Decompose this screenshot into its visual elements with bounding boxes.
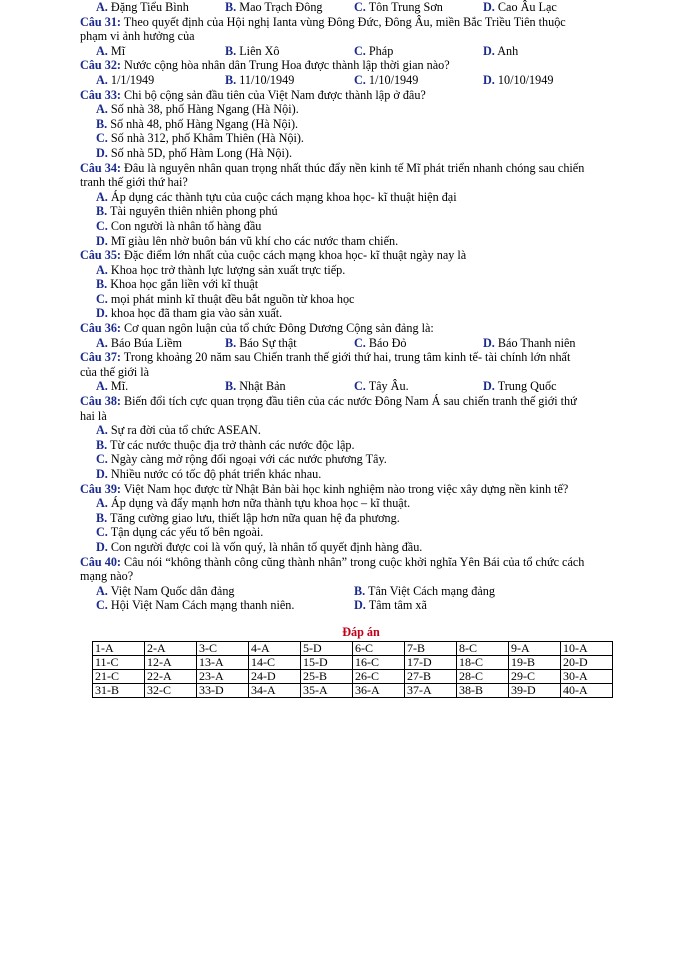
question-options-row-1 xyxy=(80,584,626,599)
answer-key-cell: 4-A xyxy=(249,641,301,655)
question-options xyxy=(80,336,626,351)
option-c: C. Tôn Trung Sơn xyxy=(354,0,443,14)
option-c: C. Hội Việt Nam Cách mạng thanh niên. xyxy=(96,598,295,613)
exam-document xyxy=(80,0,626,698)
answer-key-cell: 21-C xyxy=(93,669,145,683)
answer-key-cell: 12-A xyxy=(145,655,197,669)
question-34 xyxy=(80,161,626,249)
answer-key-cell: 2-A xyxy=(145,641,197,655)
question-text-cont: tranh thế giới thứ hai? xyxy=(80,175,188,190)
option-d: D. Tâm tâm xã xyxy=(354,598,427,613)
question-text-cont: của thế giới là xyxy=(80,364,150,379)
answer-key-row xyxy=(93,655,613,669)
option-b: B. Mao Trạch Đông xyxy=(225,0,323,14)
answer-key-cell: 10-A xyxy=(561,641,613,655)
question-35 xyxy=(80,248,626,321)
option-c: C. Tận dụng các yếu tố bên ngoài. xyxy=(96,525,264,540)
answer-key-body xyxy=(93,641,613,697)
option-b: B. Tân Việt Cách mạng đảng xyxy=(354,583,495,598)
answer-key-cell: 35-A xyxy=(301,683,353,697)
answer-key-cell: 8-C xyxy=(457,641,509,655)
option-d: D. 10/10/1949 xyxy=(483,72,554,87)
answer-key-cell: 6-C xyxy=(353,641,405,655)
option-d: D. Nhiều nước có tốc độ phát triển khác nhau. xyxy=(96,467,322,481)
question-text: Câu 37: Trong khoảng 20 năm sau Chiến tranh thế giới thứ hai, trung tâm kinh tế- tài chính lớn nhất xyxy=(80,350,571,365)
question-31 xyxy=(80,15,626,59)
answer-key-cell: 34-A xyxy=(249,683,301,697)
question-40 xyxy=(80,555,626,613)
option-d: D. Mĩ giàu lên nhờ buôn bán vũ khí cho các nước tham chiến. xyxy=(96,233,399,248)
answer-key-cell: 37-A xyxy=(405,683,457,697)
answer-key-cell: 9-A xyxy=(509,641,561,655)
answer-key-cell: 28-C xyxy=(457,669,509,683)
option-d: D. khoa học đã tham gia vào sản xuất. xyxy=(96,306,283,321)
question-text: Câu 33: Chi bộ cộng sản đầu tiên của Việt Nam được thành lập ở đâu? xyxy=(80,87,426,102)
question-text: Câu 38: Biến đổi tích cực quan trọng đầu tiên của các nước Đông Nam Á sau chiến tranh thế giới thứ xyxy=(80,394,577,409)
question-text: Câu 39: Việt Nam học được từ Nhật Bản bài học kinh nghiệm nào trong việc xây dựng nền kinh tế? xyxy=(80,481,569,496)
question-options xyxy=(80,379,626,394)
answer-key-cell: 24-D xyxy=(249,669,301,683)
question-37 xyxy=(80,350,626,394)
q30-options xyxy=(96,0,626,15)
option-c: C. 1/10/1949 xyxy=(354,72,419,87)
answer-key-cell: 40-A xyxy=(561,683,613,697)
answer-key-cell: 11-C xyxy=(93,655,145,669)
answer-key-row xyxy=(93,669,613,683)
option-a: A. 1/1/1949 xyxy=(96,72,155,87)
question-text: Câu 35: Đặc điểm lớn nhất của cuộc cách mạng khoa học- kĩ thuật ngày nay là xyxy=(80,248,467,263)
answer-key-cell: 31-B xyxy=(93,683,145,697)
option-c: C. Ngày càng mở rộng đối ngoại với các nước phương Tây. xyxy=(96,452,387,467)
question-32 xyxy=(80,58,626,87)
option-c: C. Báo Đỏ xyxy=(354,335,407,350)
option-d: D. Báo Thanh niên xyxy=(483,335,576,350)
option-a: A. Báo Búa Liềm xyxy=(96,335,182,350)
question-options xyxy=(80,44,626,59)
option-b: B. Nhật Bản xyxy=(225,379,286,394)
answer-key-cell: 22-A xyxy=(145,669,197,683)
answer-key-cell: 25-B xyxy=(301,669,353,683)
option-b: B. Báo Sự thật xyxy=(225,335,297,350)
option-c: C. mọi phát minh kĩ thuật đều bắt nguồn từ khoa học xyxy=(96,291,355,306)
answer-key-cell: 20-D xyxy=(561,655,613,669)
question-33 xyxy=(80,88,626,161)
question-text: Câu 32: Nước cộng hòa nhân dân Trung Hoa được thành lập thời gian nào? xyxy=(80,58,450,73)
option-d: D. Con người được coi là vốn quý, là nhân tố quyết định hàng đầu. xyxy=(96,539,423,554)
answer-key-cell: 18-C xyxy=(457,655,509,669)
option-d: D. Anh xyxy=(483,43,519,58)
option-a: A. Áp dụng các thành tựu của cuộc cách mạng khoa học- kĩ thuật hiện đại xyxy=(96,189,457,204)
answer-key-cell: 26-C xyxy=(353,669,405,683)
answer-key-cell: 7-B xyxy=(405,641,457,655)
option-c: C. Con người là nhân tố hàng đầu xyxy=(96,218,262,233)
question-text: Câu 40: Câu nói “không thành công cũng thành nhân” trong cuộc khởi nghĩa Yên Bái của tổ chức cách xyxy=(80,554,585,569)
option-b: B. Tăng cường giao lưu, thiết lập hơn nữa quan hệ đa phương. xyxy=(96,510,400,525)
option-d: D. Số nhà 5D, phố Hàm Long (Hà Nội). xyxy=(96,145,292,160)
answer-key-cell: 17-D xyxy=(405,655,457,669)
option-b: B. Tài nguyên thiên nhiên phong phú xyxy=(96,204,278,219)
question-text: Câu 36: Cơ quan ngôn luận của tổ chức Đông Dương Cộng sản đảng là: xyxy=(80,321,434,336)
option-a: A. Sự ra đời của tổ chức ASEAN. xyxy=(96,423,261,438)
option-a: A. Mĩ xyxy=(96,43,126,58)
option-b: B. Khoa học gắn liền với kĩ thuật xyxy=(96,277,259,292)
answer-key-cell: 3-C xyxy=(197,641,249,655)
answer-key-cell: 13-A xyxy=(197,655,249,669)
answer-key-title: Đáp án xyxy=(342,624,380,639)
option-a: A. Khoa học trở thành lực lượng sản xuất trực tiếp. xyxy=(96,262,346,277)
answer-key-cell: 16-C xyxy=(353,655,405,669)
answer-key-cell: 5-D xyxy=(301,641,353,655)
option-a: A. Áp dụng và đẩy mạnh hơn nữa thành tựu khoa học – kĩ thuật. xyxy=(96,496,411,511)
answer-key-cell: 33-D xyxy=(197,683,249,697)
option-b: B. Từ các nước thuộc địa trở thành các nước độc lập. xyxy=(96,437,355,452)
answer-key-cell: 32-C xyxy=(145,683,197,697)
answer-key-table xyxy=(92,641,613,698)
option-b: B. Số nhà 48, phố Hàng Ngang (Hà Nội). xyxy=(96,116,299,131)
answer-key-cell: 29-C xyxy=(509,669,561,683)
answer-key-cell: 19-B xyxy=(509,655,561,669)
answer-key-cell: 39-D xyxy=(509,683,561,697)
option-b: B. 11/10/1949 xyxy=(225,72,295,87)
answer-key-cell: 36-A xyxy=(353,683,405,697)
answer-key-cell: 1-A xyxy=(93,641,145,655)
question-text-cont: phạm vi ảnh hưởng của xyxy=(80,29,195,44)
question-text-cont: hai là xyxy=(80,408,107,423)
question-38 xyxy=(80,394,626,482)
answer-key-cell: 14-C xyxy=(249,655,301,669)
question-text-cont: mạng nào? xyxy=(80,569,134,584)
question-text: Câu 31: Theo quyết định của Hội nghị Ianta vùng Đông Đức, Đông Âu, miền Bắc Triều Tiên thuộc xyxy=(80,14,566,29)
option-d: D. Cao Âu Lạc xyxy=(483,0,557,14)
option-a: A. Đặng Tiểu Bình xyxy=(96,0,189,14)
question-options xyxy=(80,73,626,88)
option-d: D. Trung Quốc xyxy=(483,379,557,394)
option-b: B. Liên Xô xyxy=(225,43,280,58)
answer-key-cell: 27-B xyxy=(405,669,457,683)
question-39 xyxy=(80,482,626,555)
option-c: C. Tây Âu. xyxy=(354,379,409,394)
answer-key-cell: 15-D xyxy=(301,655,353,669)
answer-key-row xyxy=(93,641,613,655)
answer-key-cell: 30-A xyxy=(561,669,613,683)
option-a: A. Số nhà 38, phố Hàng Ngang (Hà Nội). xyxy=(96,102,299,117)
question-options-row-2 xyxy=(80,598,626,613)
option-a: A. Việt Nam Quốc dân đảng xyxy=(96,583,235,598)
option-a: A. Mĩ. xyxy=(96,379,129,394)
question-36 xyxy=(80,321,626,350)
option-c: C. Số nhà 312, phố Khâm Thiên (Hà Nội). xyxy=(96,131,304,146)
answer-key-cell: 23-A xyxy=(197,669,249,683)
option-c: C. Pháp xyxy=(354,43,394,58)
answer-key-cell: 38-B xyxy=(457,683,509,697)
question-text: Câu 34: Đâu là nguyên nhân quan trọng nhất thúc đẩy nền kinh tế Mĩ phát triển nhanh chóng sau chiến xyxy=(80,160,585,175)
answer-key-row xyxy=(93,683,613,697)
